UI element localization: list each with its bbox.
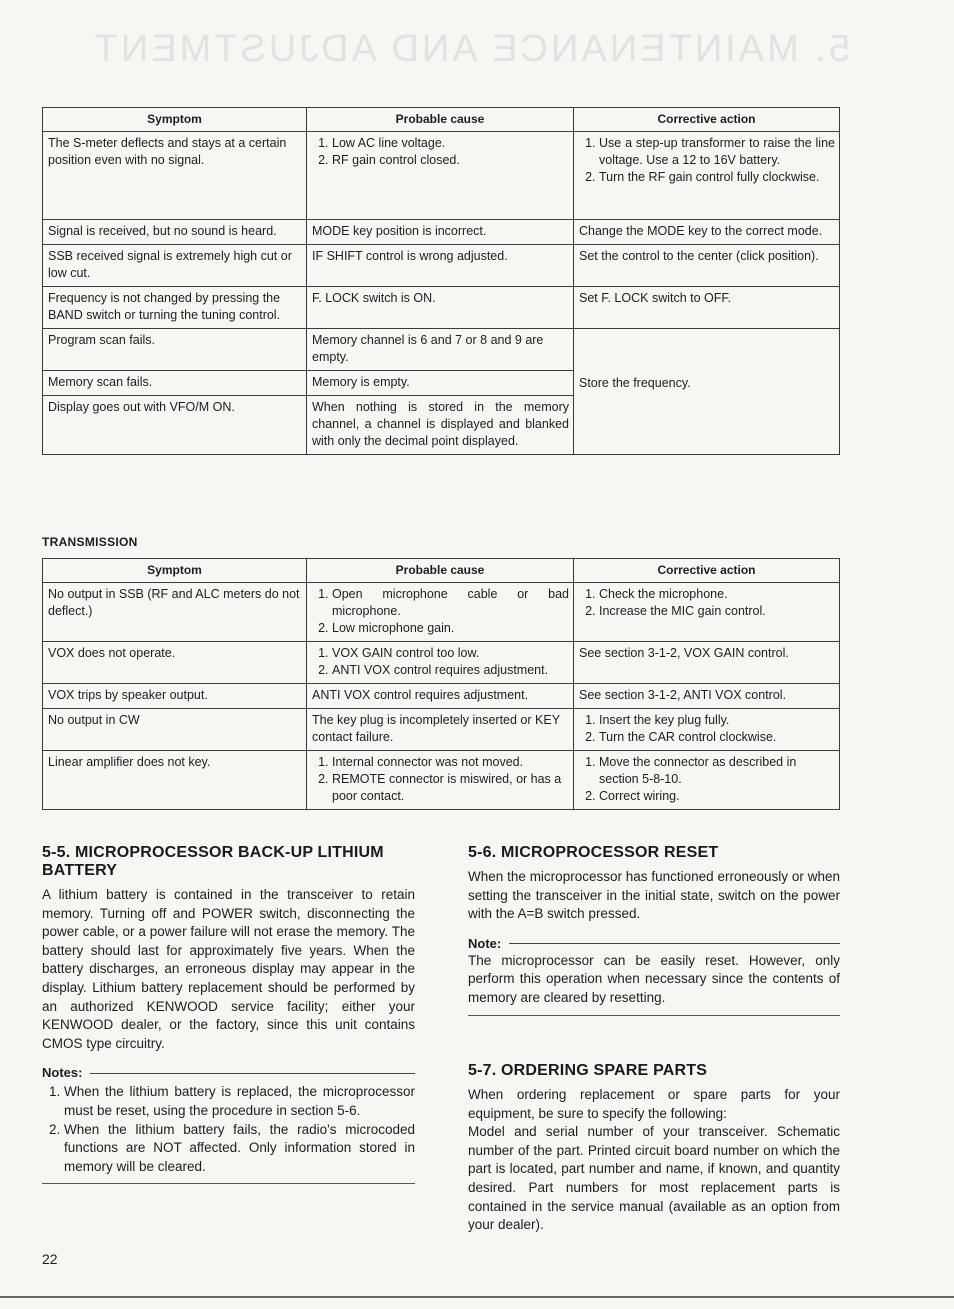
symptom-cell: Program scan fails. (43, 329, 307, 371)
note-label: Note: (468, 935, 502, 951)
cause-cell: F. LOCK switch is ON. (307, 287, 574, 329)
header-corrective-action: Corrective action (574, 559, 840, 583)
divider (468, 1015, 840, 1016)
symptom-cell: Memory scan fails. (43, 371, 307, 396)
action-cell (574, 709, 840, 751)
table-row (43, 220, 840, 245)
cause-cell: Memory is empty. (307, 371, 574, 396)
action-cell: Change the MODE key to the correct mode. (574, 220, 840, 245)
note-heading (468, 936, 840, 952)
action-cell: Set F. LOCK switch to OFF. (574, 287, 840, 329)
table-row (43, 371, 840, 396)
cause-cell: MODE key position is incorrect. (307, 220, 574, 245)
section-body: When the microprocessor has functioned erroneously or when setting the transceiver in the initial state, switch on the power with the A=B switch pressed. (468, 869, 840, 922)
action-cell (574, 583, 840, 642)
symptom-cell: VOX does not operate. (43, 642, 307, 684)
page-number: 22 (42, 1251, 58, 1267)
symptom-cell: SSB received signal is extremely high cut or low cut. (43, 245, 307, 287)
action-item: 2. Increase the MIC gain control. (599, 603, 835, 620)
table-row (43, 583, 840, 642)
section-5-5 (42, 844, 415, 1184)
symptom-cell: Linear amplifier does not key. (43, 751, 307, 810)
shared-action-cell: Store the frequency. (574, 371, 840, 455)
table-row (43, 132, 840, 220)
cause-cell: ANTI VOX control requires adjustment. (307, 684, 574, 709)
table-row (43, 642, 840, 684)
page-edge-line (0, 1296, 954, 1298)
note-item: 1. When the lithium battery is replaced, the microprocessor must be reset, using the procedure in section 5-6. (64, 1083, 415, 1120)
symptom-cell: No output in SSB (RF and ALC meters do not deflect.) (43, 583, 307, 642)
cause-item: 2. ANTI VOX control requires adjustment. (332, 662, 569, 679)
cause-cell (307, 132, 574, 220)
cause-cell: When nothing is stored in the memory channel, a channel is displayed and blanked with only the decimal point displayed. (307, 396, 574, 455)
transmission-table (42, 558, 840, 810)
cause-item: 1. Low AC line voltage. (332, 135, 569, 152)
header-symptom: Symptom (43, 559, 307, 583)
cause-item: 2. REMOTE connector is miswired, or has a poor contact. (332, 771, 569, 805)
reception-table (42, 107, 840, 455)
section-body: A lithium battery is contained in the transceiver to retain memory. Turning off and POWER switch, disconnecting the power cable, or a power failure will not erase the memory. The battery should last for approximately five years. When the battery discharges, an erroneous display may appear in the display. Lithium battery replacement should be performed by an authorized KENWOOD service facility; either your KENWOOD dealer, or the factory, since this unit contains CMOS type circuitry. (42, 887, 415, 1051)
header-symptom: Symptom (43, 108, 307, 132)
symptom-cell: VOX trips by speaker output. (43, 684, 307, 709)
action-item: 2. Correct wiring. (599, 788, 835, 805)
cause-item: 2. Low microphone gain. (332, 620, 569, 637)
action-cell-blank (574, 329, 840, 371)
cause-cell (307, 642, 574, 684)
action-item: 1. Check the microphone. (599, 586, 835, 603)
symptom-cell: The S-meter deflects and stays at a certain position even with no signal. (43, 132, 307, 220)
section-body: Model and serial number of your transceiver. Schematic number of the part. Printed circuit board number on which the part is located, part number and name, if known, and quantity desired. Part numbers for most replacement parts is contained in the service manual (available as an option from your dealer). (468, 1124, 840, 1233)
table-row (43, 287, 840, 329)
action-item: 2. Turn the RF gain control fully clockwise. (599, 169, 835, 186)
action-item: 1. Move the connector as described in section 5-8-10. (599, 754, 835, 788)
table-row (43, 684, 840, 709)
symptom-cell: Frequency is not changed by pressing the BAND switch or turning the tuning control. (43, 287, 307, 329)
action-item: 2. Turn the CAR control clockwise. (599, 729, 835, 746)
notes-label: Notes: (42, 1065, 83, 1081)
header-corrective-action: Corrective action (574, 108, 840, 132)
section-title: 5-5. MICROPROCESSOR BACK-UP LITHIUM BATTERY (42, 844, 384, 879)
table-header-row (43, 108, 840, 132)
action-cell (574, 751, 840, 810)
action-cell: See section 3-1-2, ANTI VOX control. (574, 684, 840, 709)
section-5-7 (468, 1062, 840, 1235)
action-cell: See section 3-1-2, VOX GAIN control. (574, 642, 840, 684)
note-item: 2. When the lithium battery fails, the radio's microcoded functions are NOT affected. Only information stored in memory will be cleared. (64, 1121, 415, 1177)
cause-item: 1. Open microphone cable or bad microphone. (332, 586, 569, 620)
table-row (43, 751, 840, 810)
divider (42, 1183, 415, 1184)
cause-cell (307, 583, 574, 642)
header-probable-cause: Probable cause (307, 108, 574, 132)
symptom-cell: Display goes out with VFO/M ON. (43, 396, 307, 455)
symptom-cell: No output in CW (43, 709, 307, 751)
cause-cell: IF SHIFT control is wrong adjusted. (307, 245, 574, 287)
section-title: 5-6. MICROPROCESSOR RESET (468, 844, 719, 861)
cause-cell: Memory channel is 6 and 7 or 8 and 9 are empty. (307, 329, 574, 371)
transmission-label: TRANSMISSION (42, 535, 138, 549)
cause-item: 1. VOX GAIN control too low. (332, 645, 569, 662)
table-row (43, 709, 840, 751)
cause-item: 1. Internal connector was not moved. (332, 754, 569, 771)
table-header-row (43, 559, 840, 583)
cause-item: 2. RF gain control closed. (332, 152, 569, 169)
divider (90, 1073, 415, 1074)
table-row (43, 245, 840, 287)
action-item: 1. Use a step-up transformer to raise the line voltage. Use a 12 to 16V battery. (599, 135, 835, 169)
table-row (43, 329, 840, 371)
notes-list (42, 1083, 415, 1176)
section-title: 5-7. ORDERING SPARE PARTS (468, 1062, 708, 1079)
action-cell: Set the control to the center (click position). (574, 245, 840, 287)
note-text: The microprocessor can be easily reset. However, only perform this operation when necessary since the contents of memory are cleared by resetting. (468, 952, 840, 1005)
action-cell (574, 132, 840, 220)
section-body: When ordering replacement or spare parts for your equipment, be sure to specify the following: (468, 1087, 840, 1121)
bleed-through-header: 5. MAINTENANCE AND ADJUSTMENT (91, 28, 850, 70)
header-probable-cause: Probable cause (307, 559, 574, 583)
divider (509, 943, 840, 944)
cause-cell (307, 751, 574, 810)
notes-heading (42, 1065, 415, 1081)
cause-cell: The key plug is incompletely inserted or KEY contact failure. (307, 709, 574, 751)
action-item: 1. Insert the key plug fully. (599, 712, 835, 729)
symptom-cell: Signal is received, but no sound is heard. (43, 220, 307, 245)
section-5-6 (468, 844, 840, 1016)
